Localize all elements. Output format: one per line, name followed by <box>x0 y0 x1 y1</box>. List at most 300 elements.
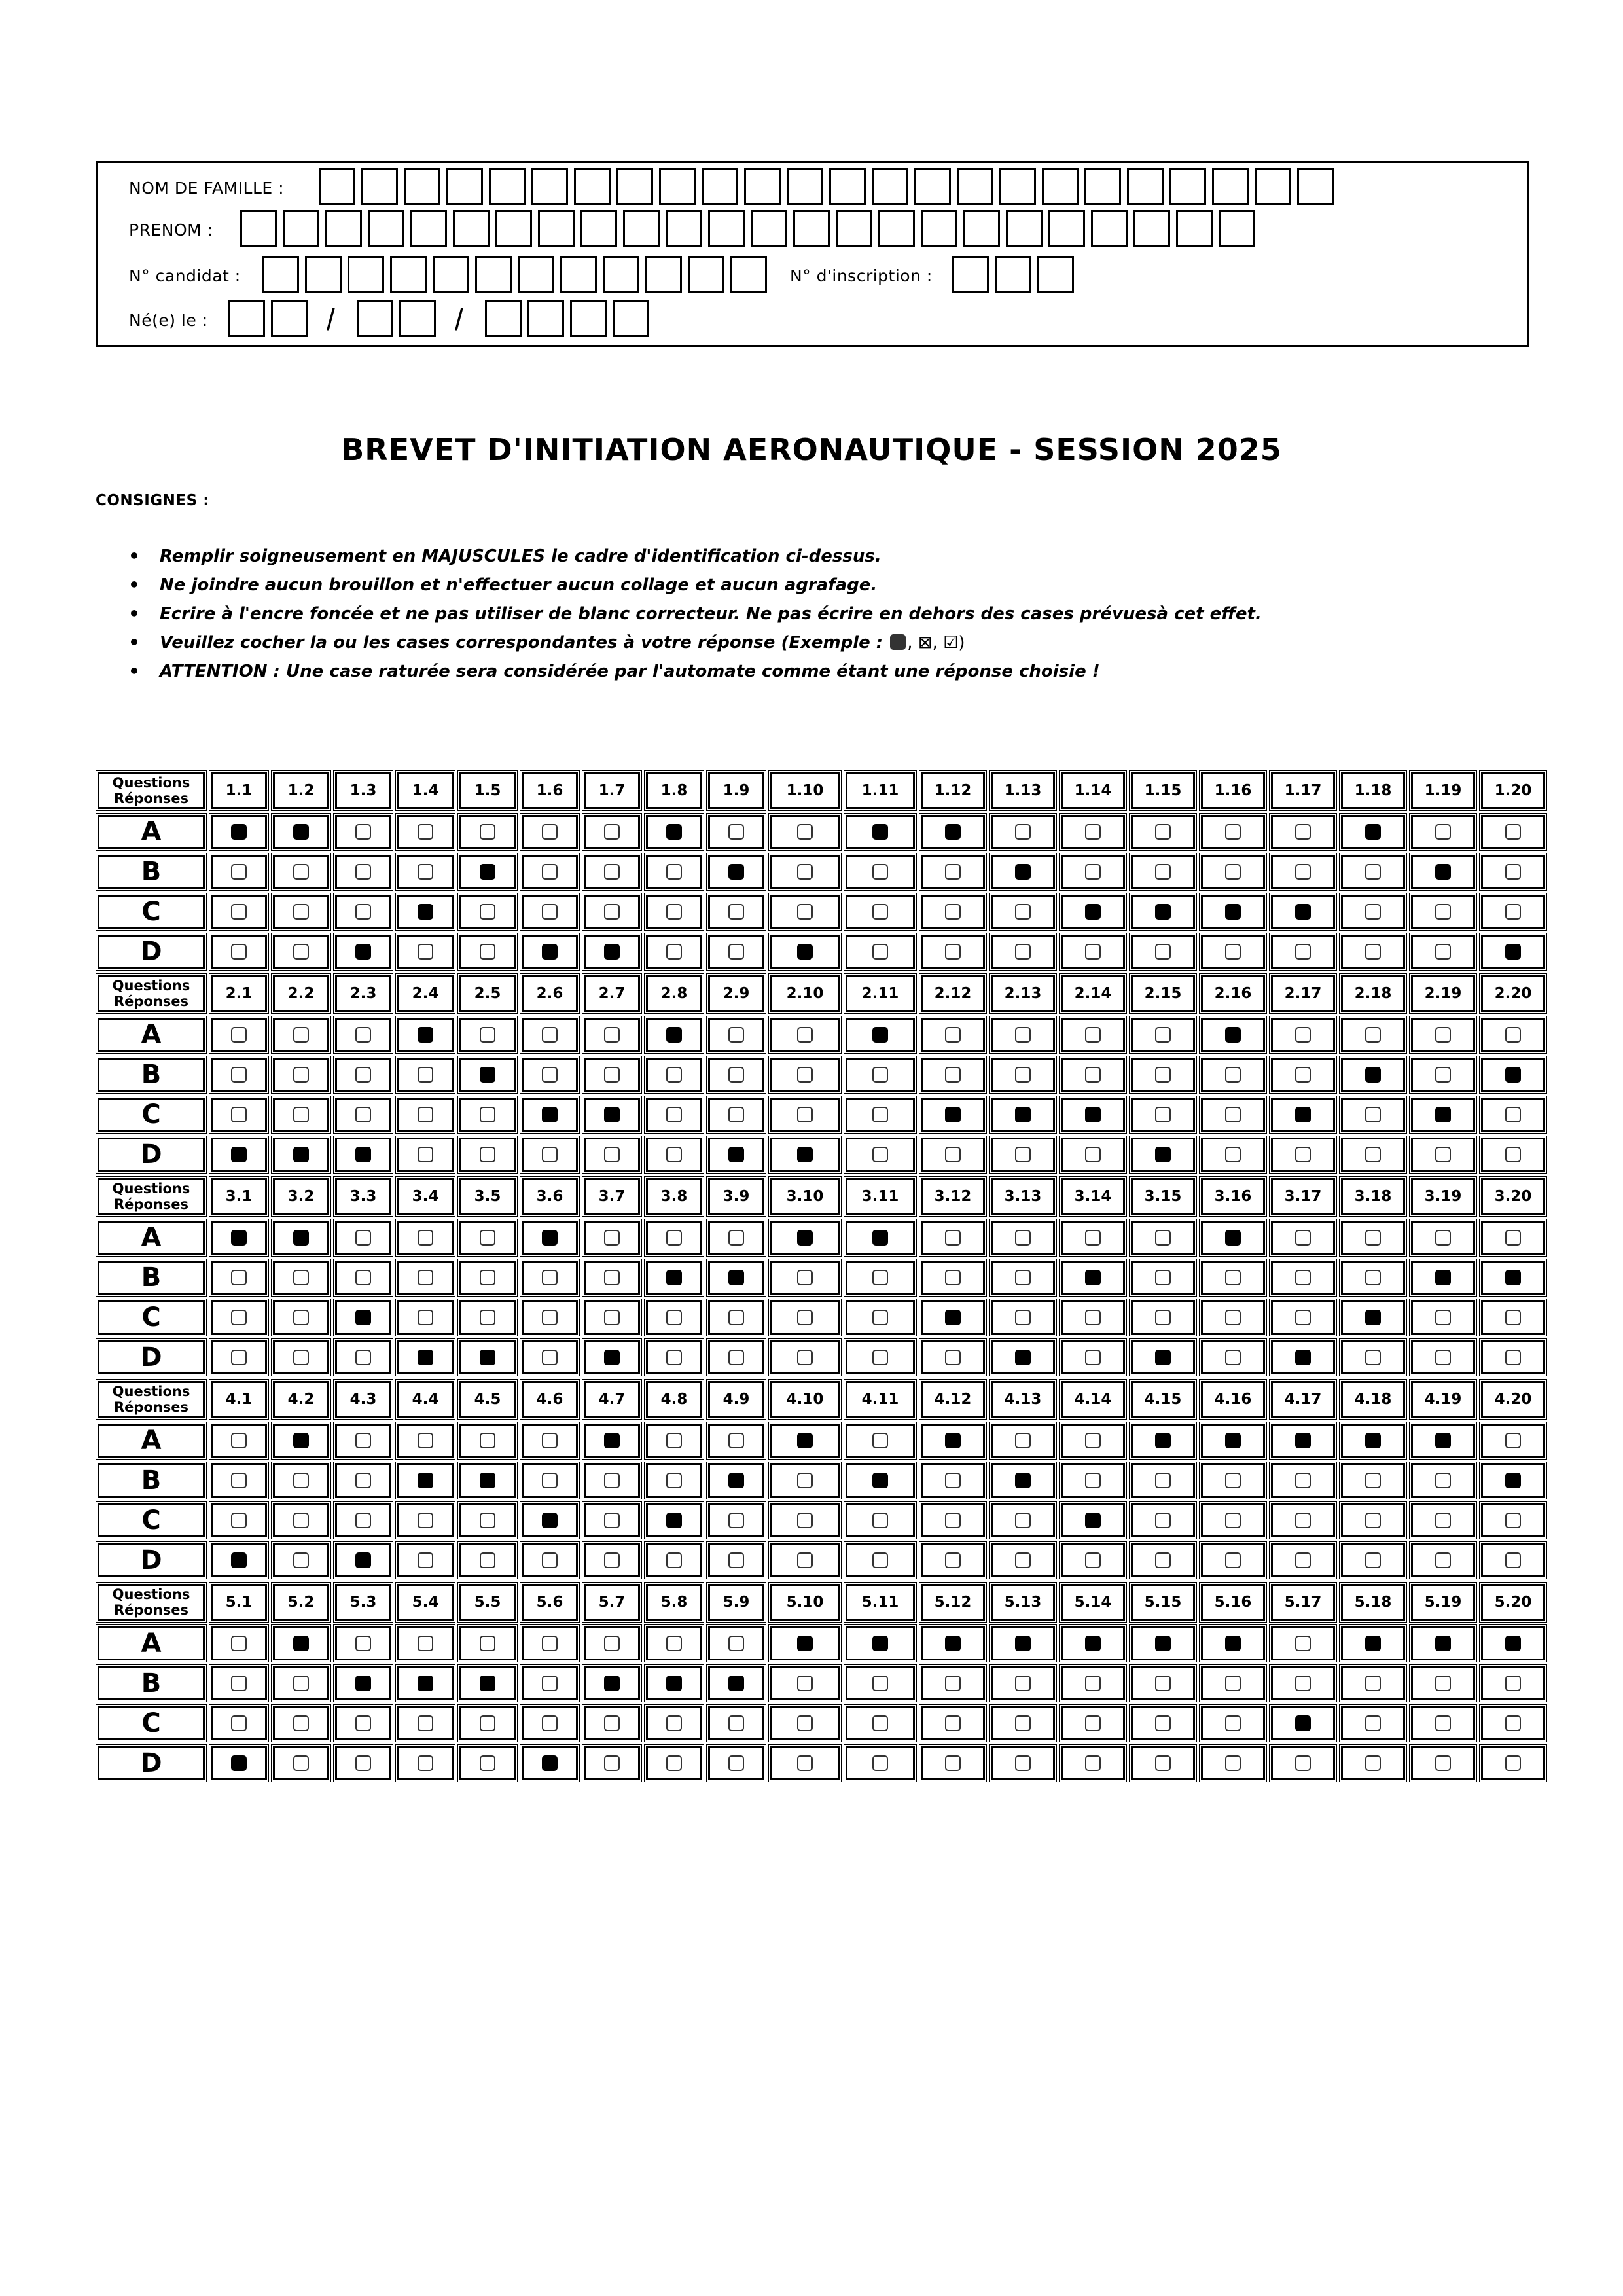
checked-checkbox[interactable] <box>418 904 433 920</box>
answer-checkbox[interactable] <box>1155 1027 1171 1043</box>
answer-checkbox[interactable] <box>797 1270 813 1285</box>
answer-checkbox[interactable] <box>945 904 961 920</box>
answer-checkbox[interactable] <box>1435 1473 1451 1488</box>
letter-cell[interactable] <box>744 168 781 205</box>
letter-cell[interactable] <box>485 300 522 337</box>
answer-checkbox[interactable] <box>418 1067 433 1083</box>
answer-checkbox[interactable] <box>1225 1350 1241 1365</box>
answer-checkbox[interactable] <box>1365 1513 1381 1528</box>
letter-cell[interactable] <box>708 210 745 247</box>
checked-checkbox[interactable] <box>604 1433 620 1448</box>
answer-checkbox[interactable] <box>418 864 433 880</box>
checked-checkbox[interactable] <box>1155 1147 1171 1162</box>
answer-checkbox[interactable] <box>1225 1513 1241 1528</box>
answer-checkbox[interactable] <box>1365 1270 1381 1285</box>
checked-checkbox[interactable] <box>1085 1270 1101 1285</box>
checked-checkbox[interactable] <box>1015 864 1031 880</box>
checked-checkbox[interactable] <box>604 1350 620 1365</box>
answer-checkbox[interactable] <box>293 1350 309 1365</box>
letter-cell[interactable] <box>228 300 265 337</box>
checked-checkbox[interactable] <box>666 1027 682 1043</box>
letter-cell[interactable] <box>1091 210 1128 247</box>
letter-cell[interactable] <box>616 168 653 205</box>
answer-checkbox[interactable] <box>480 904 495 920</box>
checked-checkbox[interactable] <box>293 1433 309 1448</box>
answer-checkbox[interactable] <box>542 1433 558 1448</box>
answer-checkbox[interactable] <box>293 1676 309 1691</box>
answer-checkbox[interactable] <box>945 864 961 880</box>
checked-checkbox[interactable] <box>945 1107 961 1122</box>
checked-checkbox[interactable] <box>542 944 558 960</box>
answer-checkbox[interactable] <box>728 1310 744 1325</box>
checked-checkbox[interactable] <box>1015 1636 1031 1651</box>
answer-checkbox[interactable] <box>355 1513 371 1528</box>
answer-checkbox[interactable] <box>1435 1067 1451 1083</box>
answer-checkbox[interactable] <box>872 944 888 960</box>
checked-checkbox[interactable] <box>542 1230 558 1246</box>
answer-checkbox[interactable] <box>1015 1433 1031 1448</box>
checked-checkbox[interactable] <box>1365 824 1381 840</box>
answer-checkbox[interactable] <box>1225 1067 1241 1083</box>
checked-checkbox[interactable] <box>1365 1636 1381 1651</box>
answer-checkbox[interactable] <box>1085 1027 1101 1043</box>
checked-checkbox[interactable] <box>1225 1027 1241 1043</box>
answer-checkbox[interactable] <box>1295 944 1311 960</box>
checked-checkbox[interactable] <box>418 1473 433 1488</box>
answer-checkbox[interactable] <box>1155 1230 1171 1246</box>
answer-checkbox[interactable] <box>666 1552 682 1568</box>
checked-checkbox[interactable] <box>542 1513 558 1528</box>
answer-checkbox[interactable] <box>604 1067 620 1083</box>
checked-checkbox[interactable] <box>293 1636 309 1651</box>
answer-checkbox[interactable] <box>666 1473 682 1488</box>
answer-checkbox[interactable] <box>945 1147 961 1162</box>
answer-checkbox[interactable] <box>945 1230 961 1246</box>
checked-checkbox[interactable] <box>797 1636 813 1651</box>
answer-checkbox[interactable] <box>355 1350 371 1365</box>
checked-checkbox[interactable] <box>1015 1473 1031 1488</box>
answer-checkbox[interactable] <box>1015 904 1031 920</box>
letter-cell[interactable] <box>836 210 872 247</box>
answer-checkbox[interactable] <box>797 1676 813 1691</box>
answer-checkbox[interactable] <box>1505 1310 1521 1325</box>
answer-checkbox[interactable] <box>604 904 620 920</box>
checked-checkbox[interactable] <box>1295 1715 1311 1731</box>
letter-cell[interactable] <box>325 210 362 247</box>
answer-checkbox[interactable] <box>231 864 247 880</box>
answer-checkbox[interactable] <box>604 1715 620 1731</box>
answer-checkbox[interactable] <box>797 824 813 840</box>
answer-checkbox[interactable] <box>1295 1552 1311 1568</box>
answer-checkbox[interactable] <box>1015 1755 1031 1771</box>
answer-checkbox[interactable] <box>1435 1715 1451 1731</box>
letter-cell[interactable] <box>623 210 660 247</box>
checked-checkbox[interactable] <box>1435 1636 1451 1651</box>
answer-checkbox[interactable] <box>1505 824 1521 840</box>
answer-checkbox[interactable] <box>1015 1513 1031 1528</box>
checked-checkbox[interactable] <box>1015 1107 1031 1122</box>
checked-checkbox[interactable] <box>1435 864 1451 880</box>
answer-checkbox[interactable] <box>797 1310 813 1325</box>
checked-checkbox[interactable] <box>1085 1513 1101 1528</box>
answer-checkbox[interactable] <box>1085 1715 1101 1731</box>
answer-checkbox[interactable] <box>480 1270 495 1285</box>
answer-checkbox[interactable] <box>604 1755 620 1771</box>
answer-checkbox[interactable] <box>1015 944 1031 960</box>
answer-checkbox[interactable] <box>1505 1755 1521 1771</box>
answer-checkbox[interactable] <box>1015 1310 1031 1325</box>
answer-checkbox[interactable] <box>480 1636 495 1651</box>
checked-checkbox[interactable] <box>355 1552 371 1568</box>
answer-checkbox[interactable] <box>355 1636 371 1651</box>
checked-checkbox[interactable] <box>1225 1230 1241 1246</box>
checked-checkbox[interactable] <box>1505 1270 1521 1285</box>
answer-checkbox[interactable] <box>480 1552 495 1568</box>
letter-cell[interactable] <box>659 168 696 205</box>
answer-checkbox[interactable] <box>1295 1636 1311 1651</box>
answer-checkbox[interactable] <box>945 1473 961 1488</box>
answer-checkbox[interactable] <box>666 904 682 920</box>
answer-checkbox[interactable] <box>480 1715 495 1731</box>
answer-checkbox[interactable] <box>872 1676 888 1691</box>
checked-checkbox[interactable] <box>797 1147 813 1162</box>
answer-checkbox[interactable] <box>1295 864 1311 880</box>
checked-checkbox[interactable] <box>1295 1433 1311 1448</box>
answer-checkbox[interactable] <box>355 1230 371 1246</box>
checked-checkbox[interactable] <box>666 824 682 840</box>
letter-cell[interactable] <box>613 300 649 337</box>
letter-cell[interactable] <box>702 168 738 205</box>
answer-checkbox[interactable] <box>293 1270 309 1285</box>
answer-checkbox[interactable] <box>293 944 309 960</box>
answer-checkbox[interactable] <box>1015 1676 1031 1691</box>
answer-checkbox[interactable] <box>1085 1310 1101 1325</box>
answer-checkbox[interactable] <box>1085 1433 1101 1448</box>
answer-checkbox[interactable] <box>945 1270 961 1285</box>
answer-checkbox[interactable] <box>1085 1230 1101 1246</box>
answer-checkbox[interactable] <box>231 1270 247 1285</box>
answer-checkbox[interactable] <box>1085 1473 1101 1488</box>
answer-checkbox[interactable] <box>797 1552 813 1568</box>
answer-checkbox[interactable] <box>1225 1147 1241 1162</box>
answer-checkbox[interactable] <box>480 1107 495 1122</box>
answer-checkbox[interactable] <box>666 1067 682 1083</box>
letter-cell[interactable] <box>952 256 989 293</box>
checked-checkbox[interactable] <box>1155 904 1171 920</box>
letter-cell[interactable] <box>1297 168 1334 205</box>
answer-checkbox[interactable] <box>728 1027 744 1043</box>
answer-checkbox[interactable] <box>797 1027 813 1043</box>
answer-checkbox[interactable] <box>728 1107 744 1122</box>
letter-cell[interactable] <box>1255 168 1291 205</box>
answer-checkbox[interactable] <box>872 1715 888 1731</box>
checked-checkbox[interactable] <box>355 1310 371 1325</box>
answer-checkbox[interactable] <box>872 864 888 880</box>
letter-cell[interactable] <box>1084 168 1121 205</box>
answer-checkbox[interactable] <box>1435 1552 1451 1568</box>
answer-checkbox[interactable] <box>872 1147 888 1162</box>
checked-checkbox[interactable] <box>1225 904 1241 920</box>
answer-checkbox[interactable] <box>1435 1676 1451 1691</box>
answer-checkbox[interactable] <box>945 1067 961 1083</box>
checked-checkbox[interactable] <box>480 864 495 880</box>
checked-checkbox[interactable] <box>1505 944 1521 960</box>
answer-checkbox[interactable] <box>355 864 371 880</box>
answer-checkbox[interactable] <box>1225 864 1241 880</box>
answer-checkbox[interactable] <box>1505 1230 1521 1246</box>
checked-checkbox[interactable] <box>1295 904 1311 920</box>
answer-checkbox[interactable] <box>1365 1107 1381 1122</box>
checked-checkbox[interactable] <box>418 1027 433 1043</box>
letter-cell[interactable] <box>1127 168 1164 205</box>
answer-checkbox[interactable] <box>666 1636 682 1651</box>
checked-checkbox[interactable] <box>1085 904 1101 920</box>
answer-checkbox[interactable] <box>797 1473 813 1488</box>
checked-checkbox[interactable] <box>542 1107 558 1122</box>
answer-checkbox[interactable] <box>728 1350 744 1365</box>
checked-checkbox[interactable] <box>480 1473 495 1488</box>
answer-checkbox[interactable] <box>945 944 961 960</box>
answer-checkbox[interactable] <box>418 1636 433 1651</box>
checked-checkbox[interactable] <box>355 1147 371 1162</box>
letter-cell[interactable] <box>283 210 319 247</box>
checked-checkbox[interactable] <box>355 944 371 960</box>
answer-checkbox[interactable] <box>1085 1755 1101 1771</box>
answer-checkbox[interactable] <box>728 1755 744 1771</box>
answer-checkbox[interactable] <box>1435 1755 1451 1771</box>
letter-cell[interactable] <box>730 256 767 293</box>
answer-checkbox[interactable] <box>1505 1027 1521 1043</box>
answer-checkbox[interactable] <box>231 1433 247 1448</box>
answer-checkbox[interactable] <box>231 904 247 920</box>
checked-checkbox[interactable] <box>945 1636 961 1651</box>
answer-checkbox[interactable] <box>1225 1310 1241 1325</box>
checked-checkbox[interactable] <box>1015 1350 1031 1365</box>
answer-checkbox[interactable] <box>418 1513 433 1528</box>
answer-checkbox[interactable] <box>604 1230 620 1246</box>
checked-checkbox[interactable] <box>797 1230 813 1246</box>
answer-checkbox[interactable] <box>1015 1270 1031 1285</box>
answer-checkbox[interactable] <box>1225 1270 1241 1285</box>
answer-checkbox[interactable] <box>418 1147 433 1162</box>
checked-checkbox[interactable] <box>1155 1350 1171 1365</box>
checked-checkbox[interactable] <box>604 1676 620 1691</box>
answer-checkbox[interactable] <box>480 1310 495 1325</box>
letter-cell[interactable] <box>1176 210 1213 247</box>
checked-checkbox[interactable] <box>418 1676 433 1691</box>
letter-cell[interactable] <box>921 210 957 247</box>
letter-cell[interactable] <box>361 168 398 205</box>
answer-checkbox[interactable] <box>666 1755 682 1771</box>
answer-checkbox[interactable] <box>1225 944 1241 960</box>
letter-cell[interactable] <box>645 256 682 293</box>
checked-checkbox[interactable] <box>728 1147 744 1162</box>
answer-checkbox[interactable] <box>542 1636 558 1651</box>
answer-checkbox[interactable] <box>1365 1147 1381 1162</box>
checked-checkbox[interactable] <box>231 1755 247 1771</box>
letter-cell[interactable] <box>787 168 823 205</box>
answer-checkbox[interactable] <box>231 1676 247 1691</box>
answer-checkbox[interactable] <box>542 1676 558 1691</box>
answer-checkbox[interactable] <box>1505 1107 1521 1122</box>
answer-checkbox[interactable] <box>1505 1147 1521 1162</box>
answer-checkbox[interactable] <box>480 1027 495 1043</box>
checked-checkbox[interactable] <box>1505 1636 1521 1651</box>
answer-checkbox[interactable] <box>355 1067 371 1083</box>
answer-checkbox[interactable] <box>1225 1676 1241 1691</box>
checked-checkbox[interactable] <box>728 1473 744 1488</box>
answer-checkbox[interactable] <box>1295 1513 1311 1528</box>
letter-cell[interactable] <box>271 300 308 337</box>
answer-checkbox[interactable] <box>872 1270 888 1285</box>
answer-checkbox[interactable] <box>872 904 888 920</box>
answer-checkbox[interactable] <box>604 864 620 880</box>
letter-cell[interactable] <box>995 256 1031 293</box>
answer-checkbox[interactable] <box>293 1755 309 1771</box>
answer-checkbox[interactable] <box>945 1755 961 1771</box>
checked-checkbox[interactable] <box>480 1067 495 1083</box>
checked-checkbox[interactable] <box>231 1230 247 1246</box>
answer-checkbox[interactable] <box>418 824 433 840</box>
answer-checkbox[interactable] <box>355 824 371 840</box>
answer-checkbox[interactable] <box>1155 1755 1171 1771</box>
answer-checkbox[interactable] <box>1015 1230 1031 1246</box>
letter-cell[interactable] <box>390 256 427 293</box>
answer-checkbox[interactable] <box>797 1715 813 1731</box>
answer-checkbox[interactable] <box>480 1230 495 1246</box>
answer-checkbox[interactable] <box>293 1473 309 1488</box>
letter-cell[interactable] <box>446 168 483 205</box>
answer-checkbox[interactable] <box>480 1513 495 1528</box>
checked-checkbox[interactable] <box>293 1230 309 1246</box>
answer-checkbox[interactable] <box>1365 944 1381 960</box>
letter-cell[interactable] <box>305 256 342 293</box>
answer-checkbox[interactable] <box>666 864 682 880</box>
checked-checkbox[interactable] <box>872 824 888 840</box>
answer-checkbox[interactable] <box>542 824 558 840</box>
letter-cell[interactable] <box>348 256 384 293</box>
letter-cell[interactable] <box>957 168 993 205</box>
answer-checkbox[interactable] <box>293 1067 309 1083</box>
checked-checkbox[interactable] <box>1085 1636 1101 1651</box>
letter-cell[interactable] <box>489 168 526 205</box>
answer-checkbox[interactable] <box>1505 904 1521 920</box>
answer-checkbox[interactable] <box>1085 1147 1101 1162</box>
checked-checkbox[interactable] <box>1225 1433 1241 1448</box>
answer-checkbox[interactable] <box>542 1147 558 1162</box>
answer-checkbox[interactable] <box>355 1270 371 1285</box>
letter-cell[interactable] <box>240 210 277 247</box>
answer-checkbox[interactable] <box>797 1513 813 1528</box>
answer-checkbox[interactable] <box>1085 1552 1101 1568</box>
answer-checkbox[interactable] <box>1085 824 1101 840</box>
checked-checkbox[interactable] <box>666 1676 682 1691</box>
answer-checkbox[interactable] <box>1085 1350 1101 1365</box>
answer-checkbox[interactable] <box>797 1067 813 1083</box>
letter-cell[interactable] <box>914 168 951 205</box>
letter-cell[interactable] <box>878 210 915 247</box>
answer-checkbox[interactable] <box>1295 1473 1311 1488</box>
answer-checkbox[interactable] <box>418 1310 433 1325</box>
letter-cell[interactable] <box>262 256 299 293</box>
checked-checkbox[interactable] <box>1435 1270 1451 1285</box>
letter-cell[interactable] <box>399 300 436 337</box>
answer-checkbox[interactable] <box>1365 1755 1381 1771</box>
answer-checkbox[interactable] <box>728 944 744 960</box>
answer-checkbox[interactable] <box>293 1107 309 1122</box>
answer-checkbox[interactable] <box>797 864 813 880</box>
checked-checkbox[interactable] <box>666 1513 682 1528</box>
checked-checkbox[interactable] <box>231 1552 247 1568</box>
answer-checkbox[interactable] <box>1365 904 1381 920</box>
answer-checkbox[interactable] <box>1295 1755 1311 1771</box>
checked-checkbox[interactable] <box>231 824 247 840</box>
answer-checkbox[interactable] <box>480 1433 495 1448</box>
answer-checkbox[interactable] <box>945 1513 961 1528</box>
answer-checkbox[interactable] <box>797 1755 813 1771</box>
answer-checkbox[interactable] <box>1155 1473 1171 1488</box>
answer-checkbox[interactable] <box>1295 1310 1311 1325</box>
answer-checkbox[interactable] <box>1505 1552 1521 1568</box>
answer-checkbox[interactable] <box>872 1513 888 1528</box>
answer-checkbox[interactable] <box>418 1715 433 1731</box>
answer-checkbox[interactable] <box>293 1513 309 1528</box>
answer-checkbox[interactable] <box>604 1147 620 1162</box>
answer-checkbox[interactable] <box>355 1027 371 1043</box>
answer-checkbox[interactable] <box>1155 864 1171 880</box>
answer-checkbox[interactable] <box>666 1147 682 1162</box>
letter-cell[interactable] <box>527 300 564 337</box>
answer-checkbox[interactable] <box>542 1310 558 1325</box>
checked-checkbox[interactable] <box>797 1433 813 1448</box>
answer-checkbox[interactable] <box>231 1027 247 1043</box>
answer-checkbox[interactable] <box>666 1310 682 1325</box>
answer-checkbox[interactable] <box>1225 1107 1241 1122</box>
checked-checkbox[interactable] <box>1155 1433 1171 1448</box>
answer-checkbox[interactable] <box>797 904 813 920</box>
answer-checkbox[interactable] <box>1085 864 1101 880</box>
answer-checkbox[interactable] <box>542 1715 558 1731</box>
answer-checkbox[interactable] <box>1295 1147 1311 1162</box>
letter-cell[interactable] <box>495 210 532 247</box>
answer-checkbox[interactable] <box>1295 824 1311 840</box>
answer-checkbox[interactable] <box>1155 1107 1171 1122</box>
checked-checkbox[interactable] <box>728 864 744 880</box>
checked-checkbox[interactable] <box>728 1676 744 1691</box>
answer-checkbox[interactable] <box>1505 1433 1521 1448</box>
answer-checkbox[interactable] <box>666 1107 682 1122</box>
answer-checkbox[interactable] <box>666 1350 682 1365</box>
answer-checkbox[interactable] <box>231 1067 247 1083</box>
answer-checkbox[interactable] <box>945 1350 961 1365</box>
letter-cell[interactable] <box>1219 210 1255 247</box>
letter-cell[interactable] <box>580 210 617 247</box>
answer-checkbox[interactable] <box>945 1027 961 1043</box>
answer-checkbox[interactable] <box>1435 824 1451 840</box>
answer-checkbox[interactable] <box>1435 1027 1451 1043</box>
answer-checkbox[interactable] <box>231 1715 247 1731</box>
checked-checkbox[interactable] <box>872 1230 888 1246</box>
answer-checkbox[interactable] <box>1015 1027 1031 1043</box>
answer-checkbox[interactable] <box>231 1350 247 1365</box>
answer-checkbox[interactable] <box>604 1473 620 1488</box>
answer-checkbox[interactable] <box>1155 1270 1171 1285</box>
answer-checkbox[interactable] <box>542 864 558 880</box>
letter-cell[interactable] <box>1042 168 1079 205</box>
answer-checkbox[interactable] <box>1435 1230 1451 1246</box>
letter-cell[interactable] <box>319 168 355 205</box>
answer-checkbox[interactable] <box>1435 944 1451 960</box>
